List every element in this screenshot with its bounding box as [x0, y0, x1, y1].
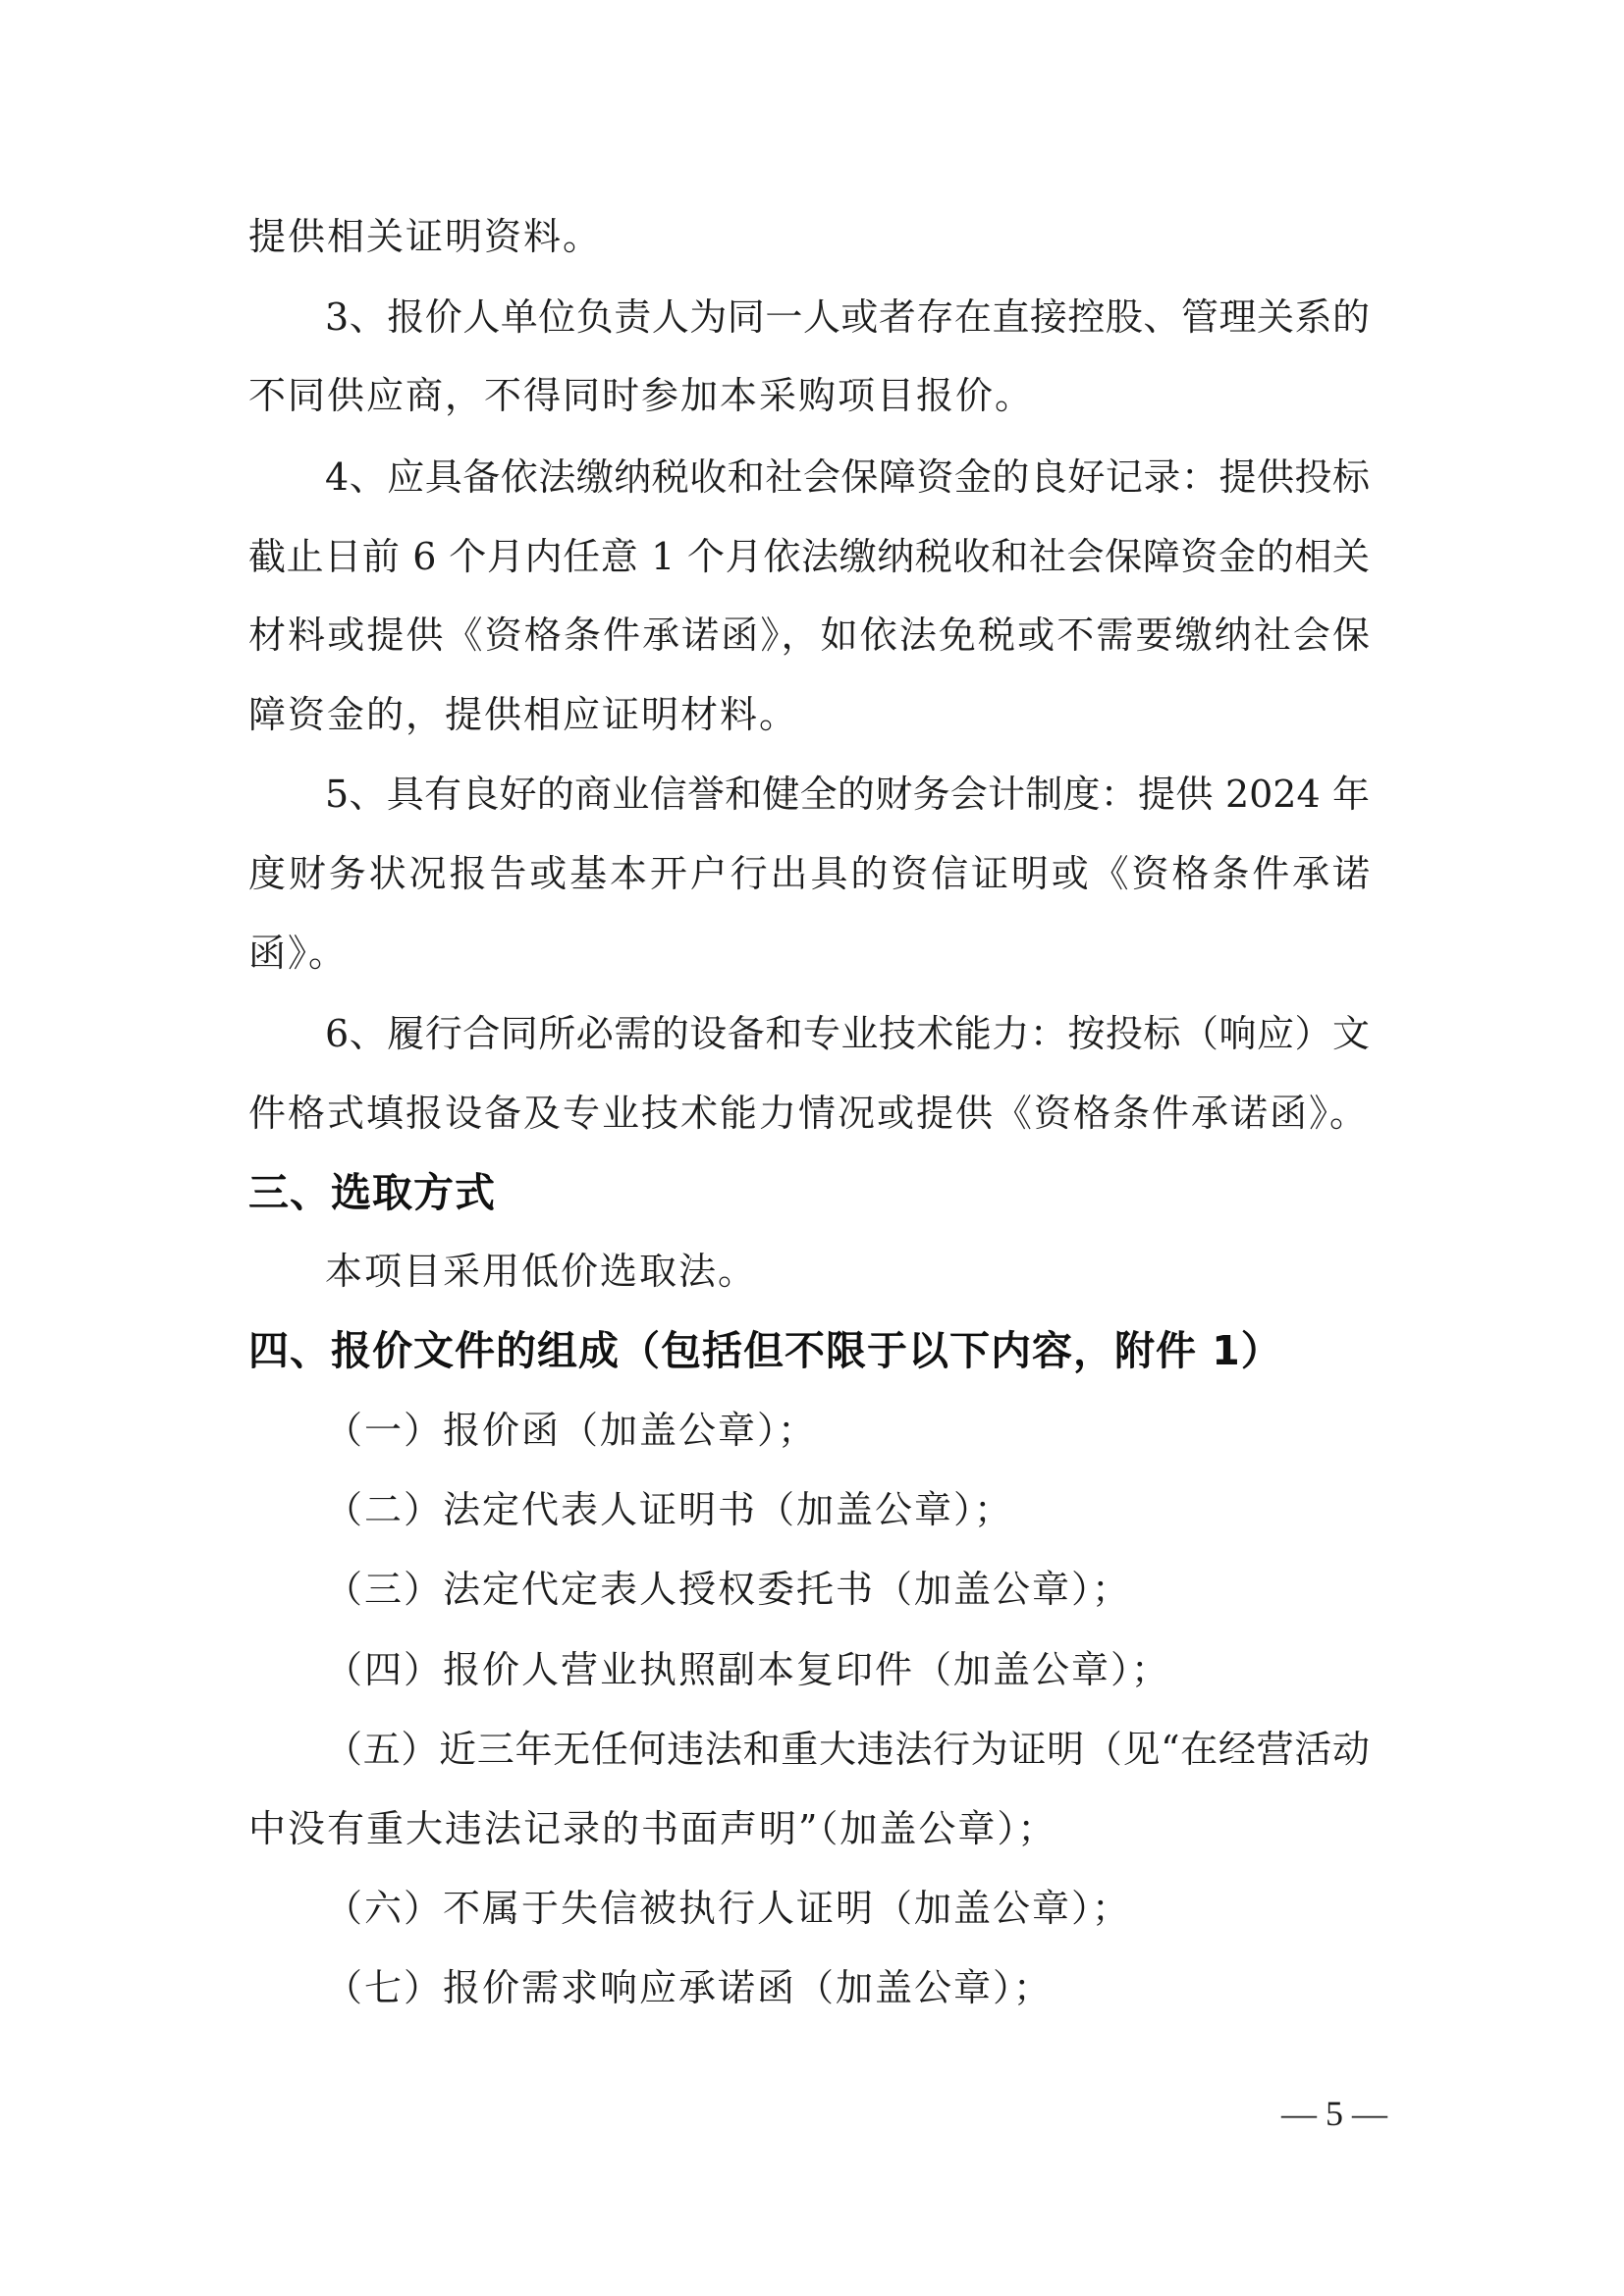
- list-item-continuation: 中没有重大违法记录的书面声明”（加盖公章）；: [248, 1807, 1057, 1850]
- requirement-3-line: 3、报价人单位负责人为同一人或者存在直接控股、管理关系的: [325, 295, 1370, 339]
- requirement-5-line: 5、具有良好的商业信誉和健全的财务会计制度：提供 2024 年: [325, 773, 1370, 816]
- section-body-line: 本项目采用低价选取法。: [325, 1250, 758, 1293]
- requirement-3-line: 不同供应商，不得同时参加本采购项目报价。: [248, 374, 1035, 417]
- list-item: （二）法定代表人证明书（加盖公章）；: [325, 1488, 1014, 1531]
- requirement-4-line: 4、应具备依法缴纳税收和社会保障资金的良好记录：提供投标: [325, 455, 1370, 499]
- paragraph-line: 提供相关证明资料。: [248, 215, 603, 258]
- requirement-4-line: 材料或提供《资格条件承诺函》，如依法免税或不需要缴纳社会保: [248, 614, 1370, 657]
- requirement-4-line: 障资金的，提供相应证明材料。: [248, 693, 799, 736]
- requirement-6-line: 件格式填报设备及专业技术能力情况或提供《资格条件承诺函》。: [248, 1092, 1370, 1135]
- requirement-6-line: 6、履行合同所必需的设备和专业技术能力：按投标（响应）文: [325, 1012, 1370, 1055]
- requirement-5-line: 函》。: [248, 932, 349, 975]
- section-heading-selection-method: 三、选取方式: [248, 1169, 496, 1216]
- list-item: （三）法定代定表人授权委托书（加盖公章）；: [325, 1568, 1132, 1611]
- page-number: — 5 —: [1281, 2094, 1387, 2133]
- list-item: （七）报价需求响应承诺函（加盖公章）；: [325, 1966, 1054, 2009]
- list-item: （六）不属于失信被执行人证明（加盖公章）；: [325, 1887, 1132, 1930]
- list-item: （一）报价函（加盖公章）；: [325, 1409, 818, 1452]
- section-heading-quote-documents: 四、报价文件的组成（包括但不限于以下内容，附件 1）: [248, 1327, 1282, 1374]
- list-item: （五）近三年无任何违法和重大违法行为证明（见“在经营活动: [325, 1728, 1370, 1771]
- requirement-4-line: 截止日前 6 个月内任意 1 个月依法缴纳税收和社会保障资金的相关: [248, 535, 1370, 578]
- requirement-5-line: 度财务状况报告或基本开户行出具的资信证明或《资格条件承诺: [248, 852, 1370, 895]
- list-item: （四）报价人营业执照副本复印件（加盖公章）；: [325, 1648, 1171, 1691]
